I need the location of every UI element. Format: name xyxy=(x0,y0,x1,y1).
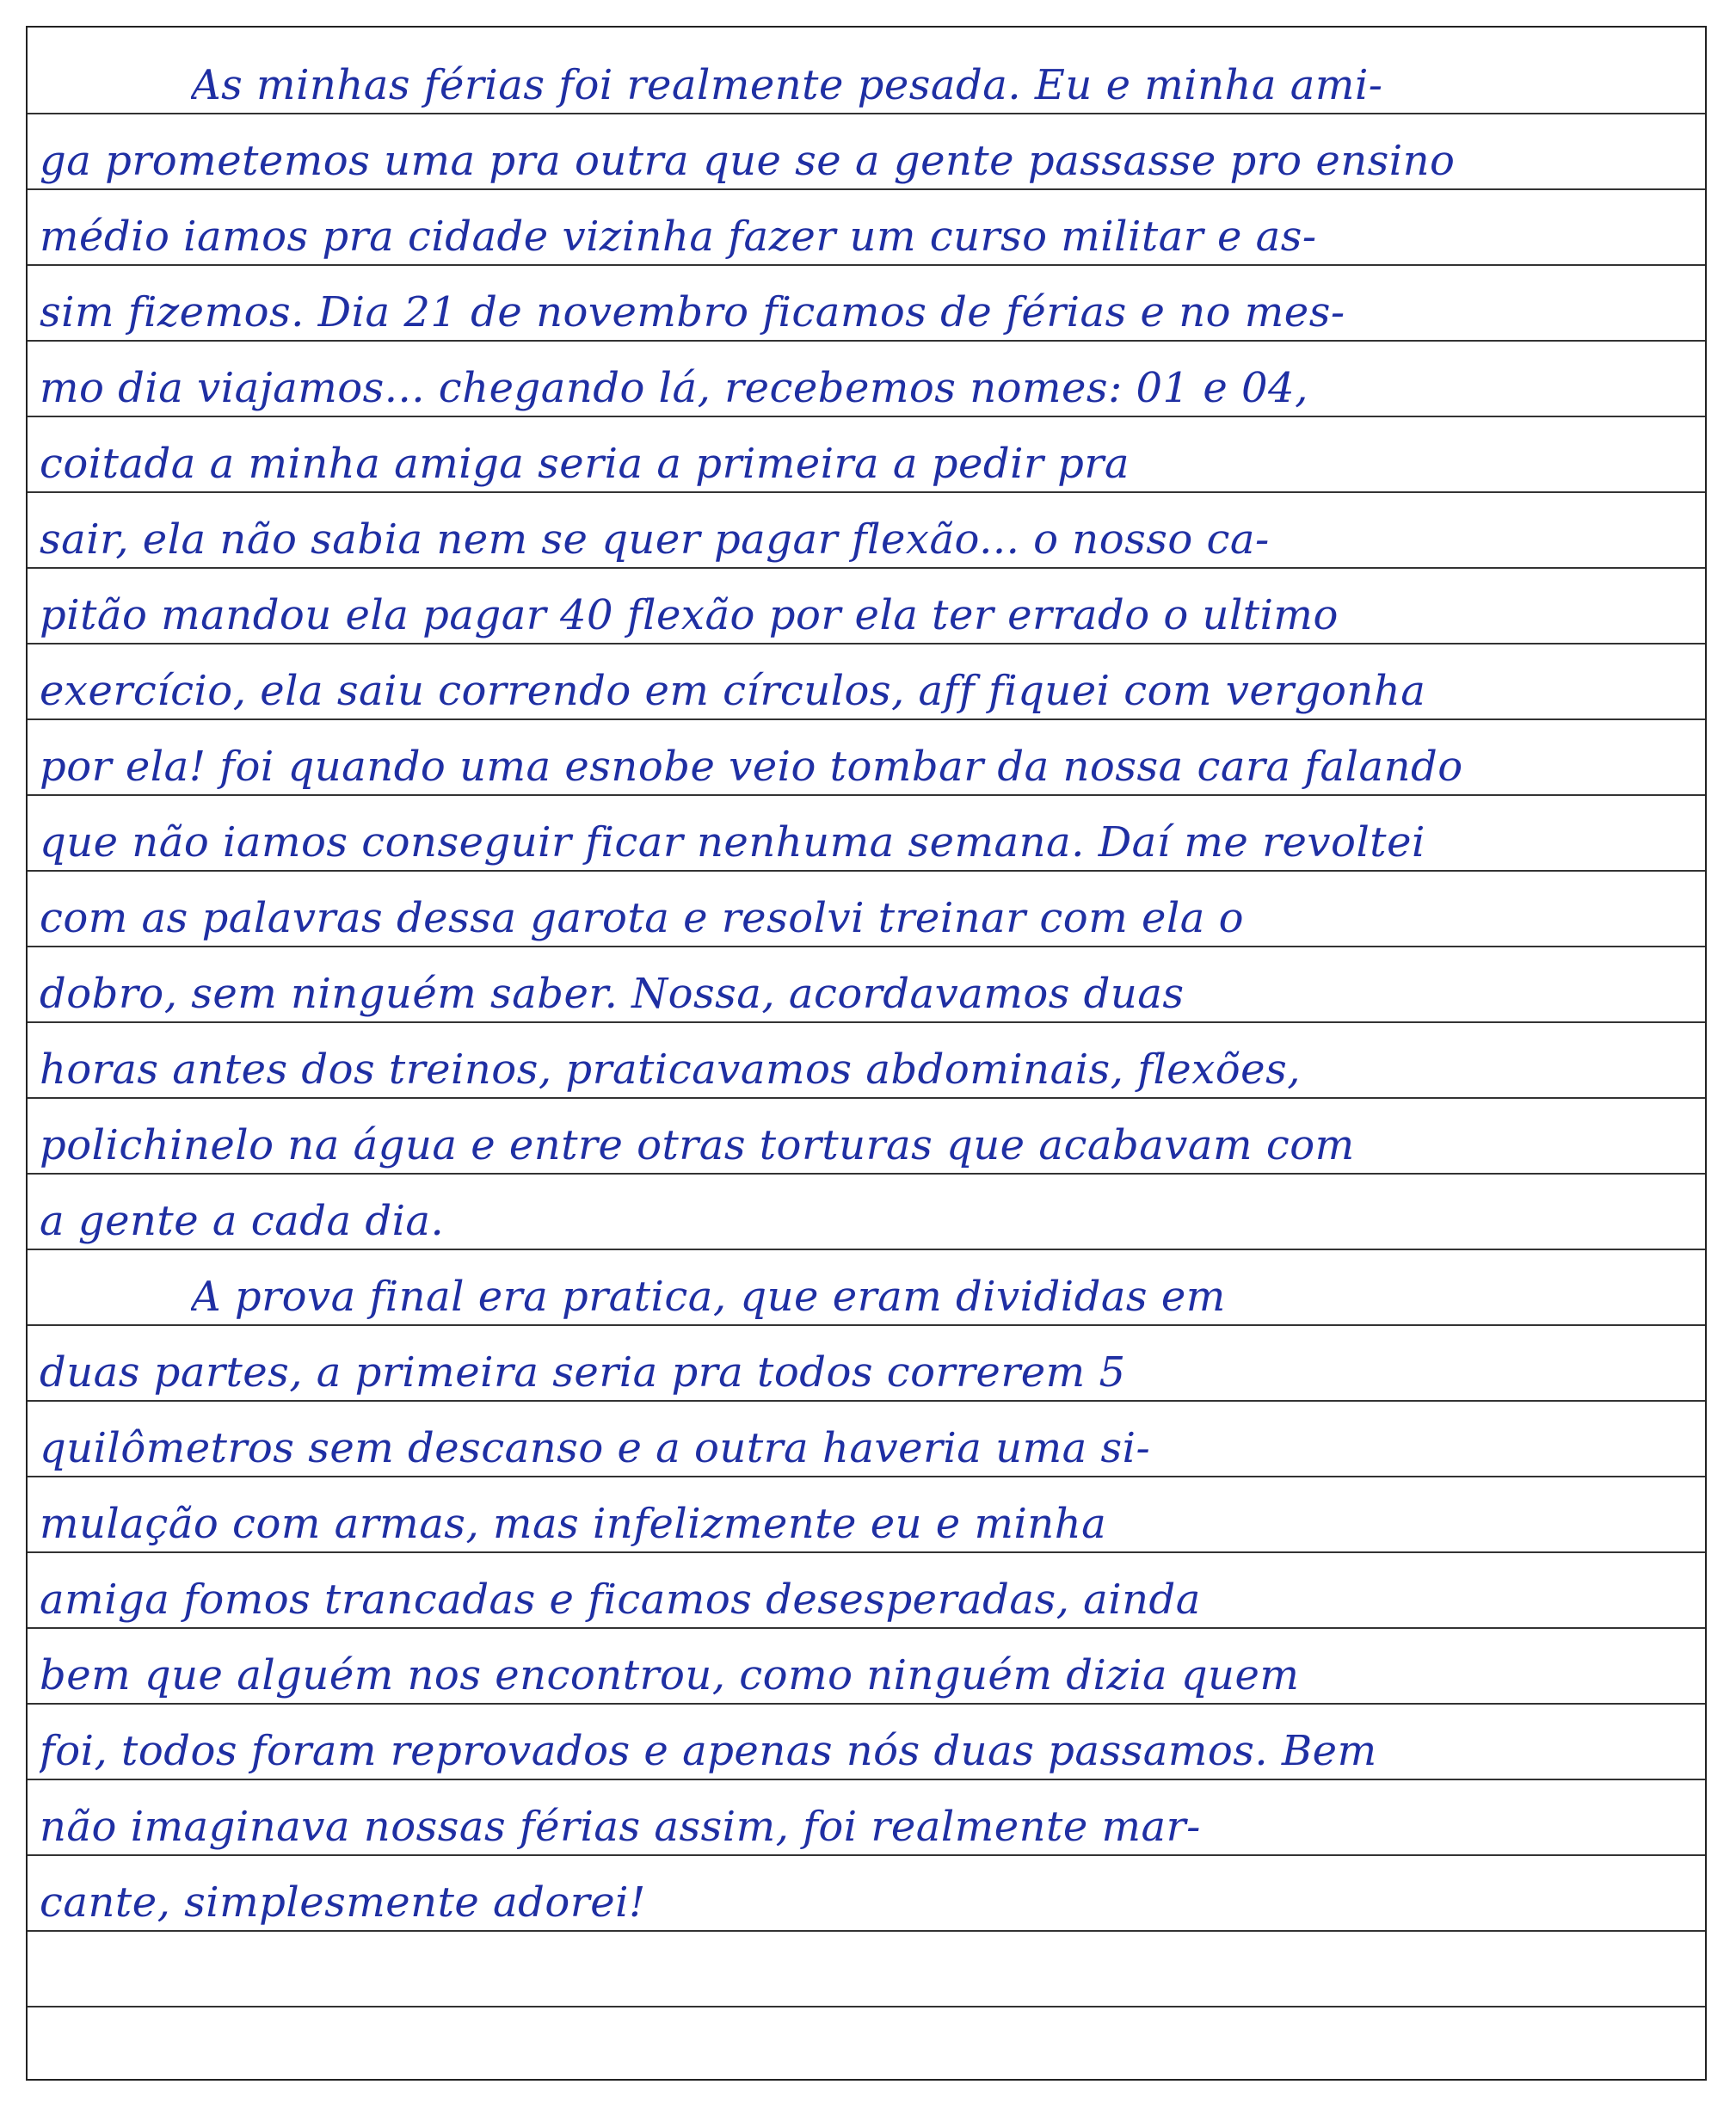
handwritten-line: horas antes dos treinos, praticavamos abdominais, flexões, xyxy=(40,1045,1301,1094)
handwritten-line: mulação com armas, mas infelizmente eu e minha xyxy=(40,1500,1107,1548)
handwritten-line: A prova final era pratica, que eram divididas em xyxy=(191,1273,1226,1321)
handwritten-line: sim fizemos. Dia 21 de novembro ficamos de férias e no mes- xyxy=(40,288,1345,336)
handwritten-line: foi, todos foram reprovados e apenas nós duas passamos. Bem xyxy=(40,1727,1377,1775)
handwritten-line: exercício, ela saiu correndo em círculos, aff fiquei com vergonha xyxy=(40,667,1426,715)
handwritten-line: polichinelo na água e entre otras torturas que acabavam com xyxy=(40,1121,1355,1169)
lined-paper-sheet xyxy=(26,26,1707,2081)
handwritten-line: quilômetros sem descanso e a outra haveria uma si- xyxy=(40,1424,1151,1472)
handwritten-line: pitão mandou ela pagar 40 flexão por ela ter errado o ultimo xyxy=(40,591,1339,639)
handwritten-line: cante, simplesmente adorei! xyxy=(40,1878,646,1927)
handwritten-line: bem que alguém nos encontrou, como ninguém dizia quem xyxy=(40,1651,1300,1699)
handwritten-line: As minhas férias foi realmente pesada. Eu e minha ami- xyxy=(191,61,1383,109)
handwritten-line: por ela! foi quando uma esnobe veio tombar da nossa cara falando xyxy=(40,743,1463,791)
handwritten-line: a gente a cada dia. xyxy=(40,1197,445,1245)
handwritten-line: mo dia viajamos... chegando lá, recebemos nomes: 01 e 04, xyxy=(40,364,1308,412)
handwritten-line: com as palavras dessa garota e resolvi treinar com ela o xyxy=(40,894,1245,942)
handwritten-line: dobro, sem ninguém saber. Nossa, acordavamos duas xyxy=(40,970,1185,1018)
handwritten-line: duas partes, a primeira seria pra todos correrem 5 xyxy=(40,1348,1126,1397)
handwritten-line: não imaginava nossas férias assim, foi realmente mar- xyxy=(40,1803,1201,1851)
handwritten-line: amiga fomos trancadas e ficamos desesperadas, ainda xyxy=(40,1576,1201,1624)
handwritten-line: que não iamos conseguir ficar nenhuma semana. Daí me revoltei xyxy=(40,818,1425,866)
handwritten-line: médio iamos pra cidade vizinha fazer um curso militar e as- xyxy=(40,213,1317,261)
handwritten-line: sair, ela não sabia nem se quer pagar flexão... o nosso ca- xyxy=(40,515,1270,564)
handwritten-line: coitada a minha amiga seria a primeira a pedir pra xyxy=(40,440,1130,488)
handwritten-line: ga prometemos uma pra outra que se a gente passasse pro ensino xyxy=(40,137,1456,185)
